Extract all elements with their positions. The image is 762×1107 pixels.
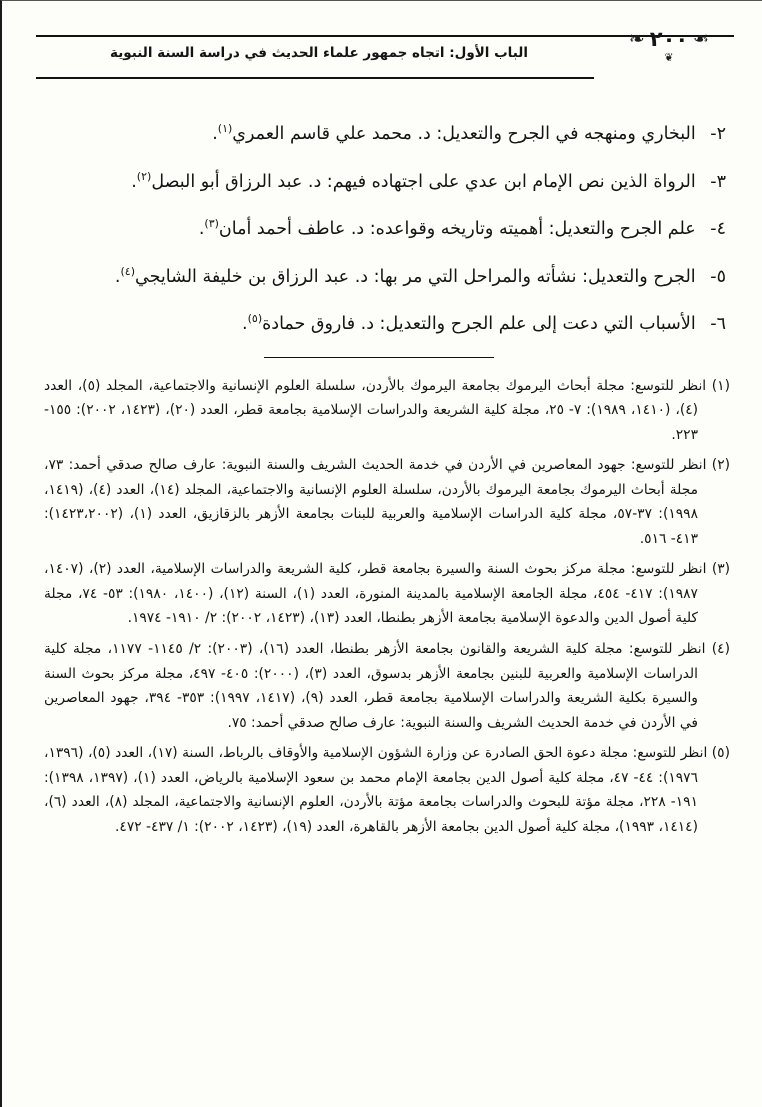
list-item	[58, 262, 726, 294]
chapter-title: الباب الأول: اتجاه جمهور علماء الحديث في دراسة السنة النبوية	[110, 45, 528, 61]
item-text: البخاري ومنهجه في الجرح والتعديل: د. محمد علي قاسم العمري	[232, 124, 696, 144]
list-item	[58, 167, 726, 199]
item-period: .	[212, 124, 218, 144]
list-item	[58, 309, 726, 341]
flourish-right-icon: ❧	[693, 27, 710, 50]
footnote-text: انظر للتوسع: مجلة كلية الشريعة والقانون بجامعة الأزهر بطنطا، العدد (١٦)، (٢٠٠٣): ٢/ ١١٤٥- ١١٧٧، مجلة كلية الدراسات الإسلامية والعربية للبنين بجامعة الأزهر بدسوق، العدد (٣)، (٢٠٠٠): ٤٠٥- ٤٩٧، مجلة مركز بحوث السنة والسيرة بكلية الشريعة والدراسات الإسلامية بجامعة قطر، العدد (٩)، (١٤١٧، ١٩٩٧): ٣٥٣- ٣٩٤، جهود المعاصرين في الأردن في خدمة الحديث الشريف والسنة النبوية: عارف صالح صدقي أحمد: ٧٥.	[44, 640, 706, 731]
header-rule-bottom	[36, 77, 594, 79]
leaf-ornament-icon: ❦	[664, 51, 674, 64]
item-text: الرواة الذين نص الإمام ابن عدي على اجتهاده فيهم: د. عبد الرزاق أبو البصل	[151, 171, 696, 192]
footnote-ref: (٣)	[204, 217, 219, 231]
footnote-text: انظر للتوسع: مجلة أبحاث اليرموك بجامعة اليرموك بالأردن، سلسلة العلوم الإنسانية والاجتماعية، المجلد (٥)، العدد (٤)، (١٤١٠، ١٩٨٩): ٧- ٢٥، مجلة كلية الشريعة والدراسات الإسلامية بجامعة قطر، العدد (٢٠)، (١٤٢٣، ٢٠٠٢): ١٥٥- ٢٢٣.	[44, 377, 707, 443]
item-number: ٥-	[710, 266, 726, 287]
page-header	[34, 25, 734, 89]
footnote	[44, 637, 730, 735]
item-period: .	[114, 266, 121, 287]
item-period: .	[131, 171, 137, 192]
item-number: ٣-	[710, 171, 726, 192]
footnote	[44, 741, 730, 839]
footnote	[44, 453, 730, 551]
list-item	[58, 119, 726, 151]
footnote-separator	[264, 357, 494, 358]
footnotes-block	[34, 374, 734, 840]
footnote-ref: (٥)	[247, 312, 263, 326]
footnote	[44, 374, 730, 448]
list-item	[58, 214, 726, 246]
ornament-row	[598, 27, 740, 51]
footnote-number: (١)	[711, 377, 730, 394]
item-text: الأسباب التي دعت إلى علم الجرح والتعديل: د. فاروق حمادة	[262, 314, 696, 334]
item-period: .	[242, 314, 248, 334]
footnote-number: (٢)	[711, 457, 730, 474]
footnote-ref: (٢)	[136, 169, 152, 183]
body-list	[34, 117, 734, 341]
footnote	[44, 557, 730, 631]
item-number: ٤-	[710, 219, 726, 239]
flourish-left-icon: ❧	[628, 27, 645, 50]
item-text: الجرح والتعديل: نشأته والمراحل التي مر بها: د. عبد الرزاق بن خليفة الشايجي	[135, 266, 696, 287]
item-number: ٦-	[710, 314, 726, 334]
item-text: علم الجرح والتعديل: أهميته وتاريخه وقواعده: د. عاطف أحمد أمان	[218, 219, 696, 239]
footnote-number: (٣)	[711, 561, 731, 578]
page-number: ٢٠٠	[649, 27, 689, 51]
footnote-number: (٤)	[711, 640, 730, 657]
page-number-ornament	[598, 27, 740, 89]
footnote-text: انظر للتوسع: مجلة مركز بحوث السنة والسيرة بجامعة قطر، كلية الشريعة والدراسات الإسلامية، العدد (٢)، (١٤٠٧، ١٩٨٧): ٤١٧- ٤٥٤، مجلة الجامعة الإسلامية بالمدينة المنورة، العدد (١)، السنة (١٢)، (١٤٠٠، ١٩٨٠): ٥٣- ٧٤، مجلة كلية أصول الدين والدعوة الإسلامية بجامعة الأزهر بطنطا، العدد (١٣)، (١٤٢٣، ٢٠٠٢): ٢/ ١٩١٠- ١٩٧٤.	[44, 561, 707, 627]
footnote-number: (٥)	[711, 745, 730, 762]
footnote-text: انظر للتوسع: جهود المعاصرين في الأردن في خدمة الحديث الشريف والسنة النبوية: عارف صالح صدقي أحمد: ٧٣، مجلة أبحاث اليرموك بجامعة اليرموك بالأردن، سلسلة العلوم الإنسانية والاجتماعية، المجلد (١٤)، العدد (٤)، (١٤١٩، ١٩٩٨): ٣٧-٥٧، مجلة كلية الدراسات الإسلامية والعربية للبنات بجامعة الأزهر بالزقازيق، العدد (١)، (١٤٢٣،٢٠٠٢): ٤١٣- ٥١٦.	[44, 457, 707, 547]
footnote-ref: (٤)	[120, 264, 136, 278]
item-period: .	[198, 219, 205, 239]
footnote-text: انظر للتوسع: مجلة دعوة الحق الصادرة عن وزارة الشؤون الإسلامية والأوقاف بالرباط، السنة (١٧)، العدد (٥)، (١٣٩٦، ١٩٧٦): ٤٤- ٤٧، مجلة كلية أصول الدين بجامعة الإمام محمد بن سعود الإسلامية بالرياض، العدد (١)، (١٣٩٧، ١٣٩٨): ١٩١- ٢٢٨، مجلة مؤتة للبحوث والدراسات بجامعة مؤتة بالأردن، العلوم الإنسانية والاجتماعية، المجلد (٨)، العدد (٦)، (١٤١٤، ١٩٩٣)، مجلة كلية أصول الدين بجامعة الأزهر بالقاهرة، العدد (١٩)، (١٤٢٣، ٢٠٠٢): ١/ ٤٣٧- ٤٧٢.	[44, 745, 708, 835]
item-number: ٢-	[710, 124, 726, 144]
footnote-ref: (١)	[217, 122, 233, 136]
